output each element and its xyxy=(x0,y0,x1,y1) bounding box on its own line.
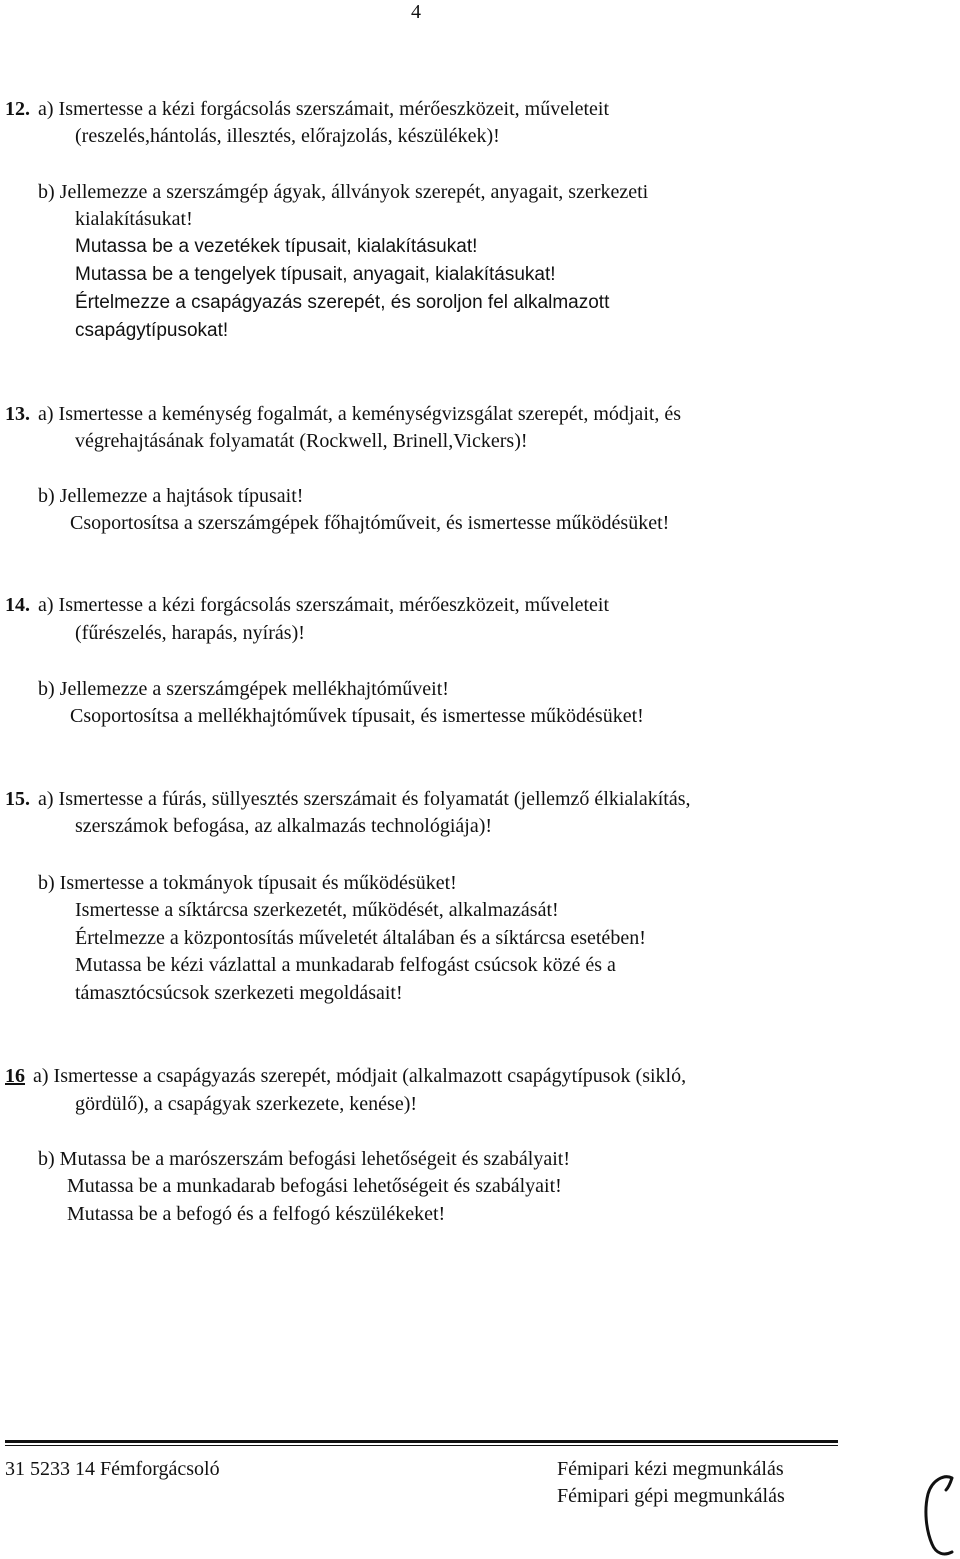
footer-rule-thin xyxy=(5,1445,838,1446)
question-text-line: (reszelés,hántolás, illesztés, előrajzolás, készülékek)! xyxy=(75,125,500,147)
question-text-line: b) Mutassa be a marószerszám befogási lehetőségeit és szabályait! xyxy=(38,1148,571,1170)
question-text-line: Mutassa be a munkadarab befogási lehetőségeit és szabályait! xyxy=(67,1175,562,1197)
question-text-line: (fűrészelés, harapás, nyírás)! xyxy=(75,622,305,644)
question-text-line: a) Ismertesse a fúrás, süllyesztés szerszámait és folyamatát (jellemző élkialakítás, xyxy=(38,788,691,810)
question-number: 14. xyxy=(5,594,30,616)
question-text-line: végrehajtásának folyamatát (Rockwell, Brinell,Vickers)! xyxy=(75,430,528,452)
question-text-line: b) Ismertesse a tokmányok típusait és működésüket! xyxy=(38,872,457,894)
question-text-line: Értelmezze a csapágyazás szerepét, és soroljon fel alkalmazott xyxy=(75,292,610,313)
question-number: 13. xyxy=(5,403,30,425)
question-text-line: támasztócsúcsok szerkezeti megoldásait! xyxy=(75,982,403,1004)
question-number: 16 xyxy=(5,1065,25,1087)
question-text-line: Ismertesse a síktárcsa szerkezetét, működését, alkalmazását! xyxy=(75,899,559,921)
question-text-line: szerszámok befogása, az alkalmazás technológiája)! xyxy=(75,815,493,837)
footer-module-1: Fémipari kézi megmunkálás xyxy=(557,1458,784,1480)
question-text-line: a) Ismertesse a kézi forgácsolás szerszámait, mérőeszközeit, műveleteit xyxy=(38,594,610,616)
question-text-line: gördülő), a csapágyak szerkezete, kenése)! xyxy=(75,1093,418,1115)
question-text-line: a) Ismertesse a csapágyazás szerepét, módjait (alkalmazott csapágytípusok (sikló, xyxy=(33,1065,687,1087)
handwritten-initial-signature xyxy=(918,1472,960,1558)
question-text-line: Csoportosítsa a mellékhajtóművek típusait, és ismertesse működésüket! xyxy=(70,705,644,727)
page-number: 4 xyxy=(411,1,421,23)
question-text-line: csapágytípusokat! xyxy=(75,320,229,341)
question-text-line: Mutassa be a befogó és a felfogó készülékeket! xyxy=(67,1203,446,1225)
question-text-line: Mutassa be kézi vázlattal a munkadarab felfogást csúcsok közé és a xyxy=(75,954,616,976)
question-text-line: b) Jellemezze a hajtások típusait! xyxy=(38,485,304,507)
question-text-line: b) Jellemezze a szerszámgépek mellékhajtóműveit! xyxy=(38,678,449,700)
footer-qualification-code: 31 5233 14 Fémforgácsoló xyxy=(5,1458,220,1480)
question-text-line: kialakításukat! xyxy=(75,208,193,230)
question-text-line: Mutassa be a tengelyek típusait, anyagait, kialakításukat! xyxy=(75,264,556,285)
question-text-line: a) Ismertesse a kézi forgácsolás szerszámait, mérőeszközeit, műveleteit xyxy=(38,98,610,120)
question-text-line: Mutassa be a vezetékek típusait, kialakításukat! xyxy=(75,236,478,257)
footer-module-2: Fémipari gépi megmunkálás xyxy=(557,1485,785,1507)
question-text-line: b) Jellemezze a szerszámgép ágyak, állványok szerepét, anyagait, szerkezeti xyxy=(38,181,649,203)
question-number: 12. xyxy=(5,98,30,120)
question-text-line: Csoportosítsa a szerszámgépek főhajtóműveit, és ismertesse működésüket! xyxy=(70,512,670,534)
question-text-line: a) Ismertesse a keménység fogalmát, a keménységvizsgálat szerepét, módjait, és xyxy=(38,403,682,425)
question-text-line: Értelmezze a központosítás műveletét általában és a síktárcsa esetében! xyxy=(75,927,646,949)
question-number: 15. xyxy=(5,788,30,810)
footer-rule xyxy=(5,1440,838,1443)
